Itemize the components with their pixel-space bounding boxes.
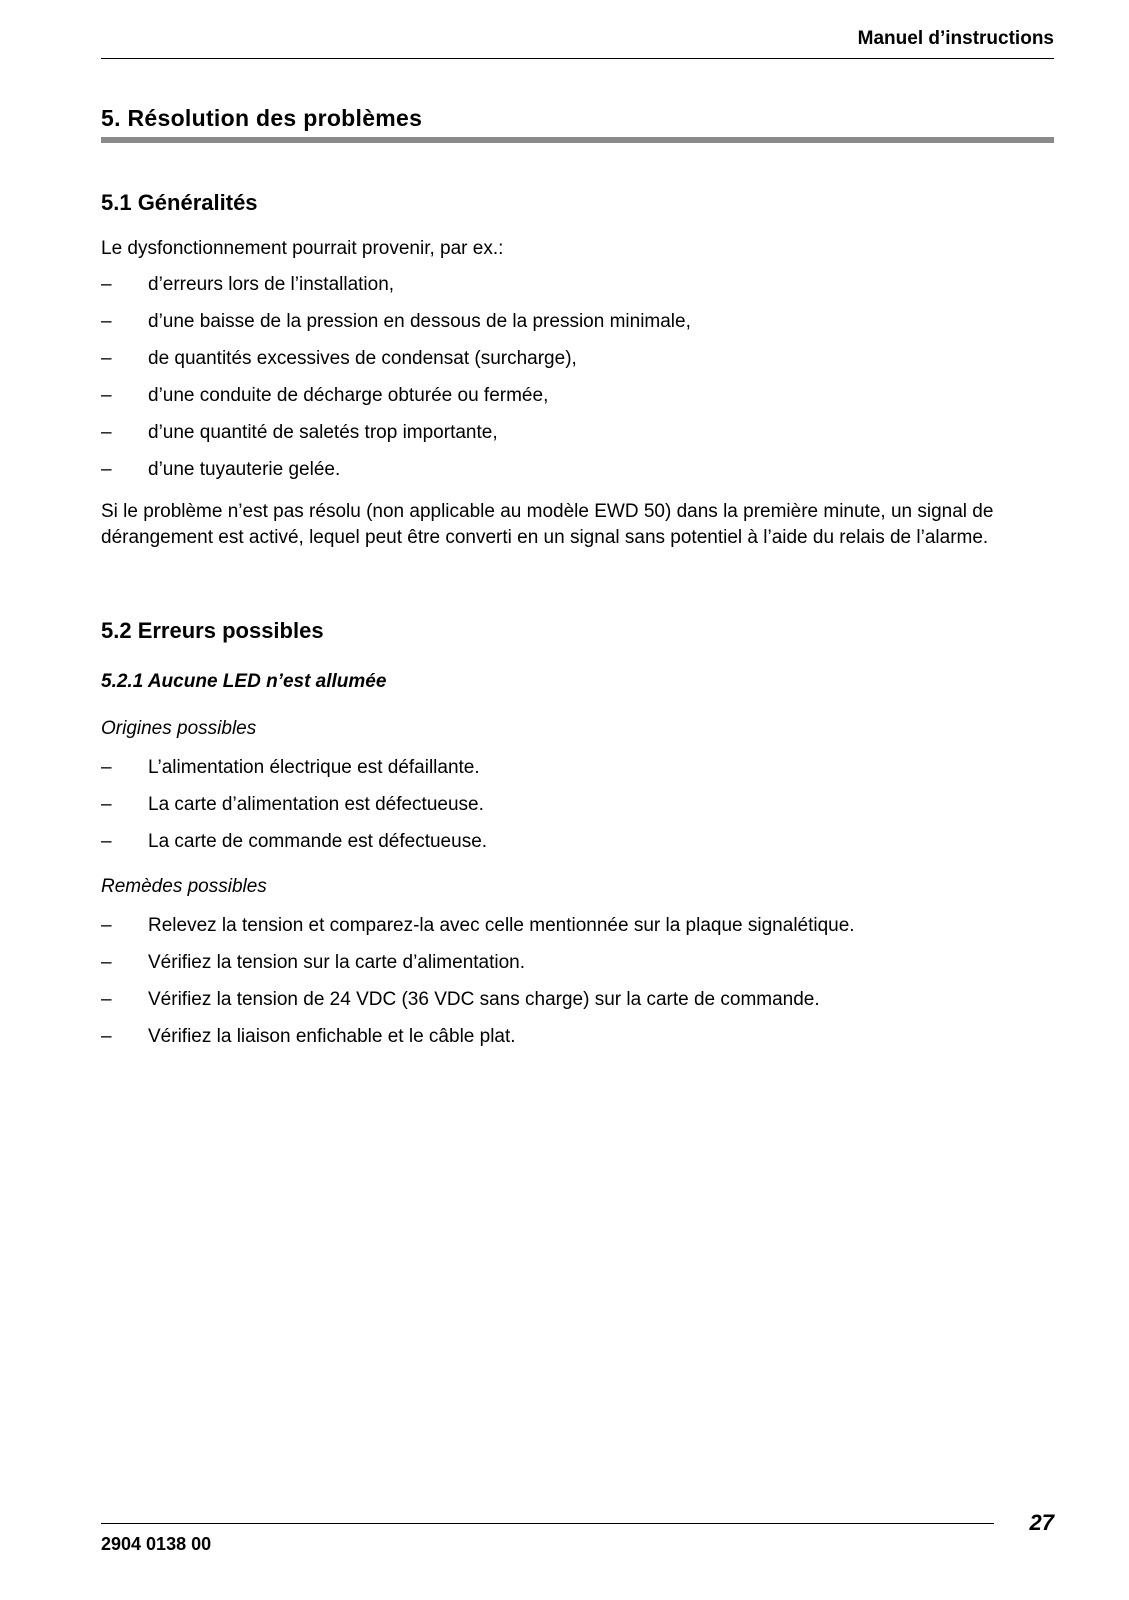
section-note: Si le problème n’est pas résolu (non applicable au modèle EWD 50) dans la première minute, un signal de dérangement est activé, lequel peut être converti en un signal sans potentiel à l’aide du relais de l’alarme.	[101, 501, 994, 548]
list-dash: –	[101, 915, 112, 936]
section-intro: Le dysfonctionnement pourrait provenir, par ex.:	[101, 238, 504, 259]
list-dash: –	[101, 831, 112, 852]
list-item-text: Relevez la tension et comparez-la avec celle mentionnée sur la plaque signalétique.	[148, 915, 855, 936]
list-item-text: Vérifiez la tension de 24 VDC (36 VDC sans charge) sur la carte de commande.	[148, 989, 820, 1010]
list-item-text: La carte d’alimentation est défectueuse.	[148, 794, 484, 815]
chapter-title: 5. Résolution des problèmes	[101, 105, 423, 131]
list-item-text: d’une quantité de saletés trop importante,	[148, 422, 498, 443]
list-dash: –	[101, 422, 112, 443]
list-dash: –	[101, 385, 112, 406]
remedies-label: Remèdes possibles	[101, 876, 267, 897]
list-item-text: d’une conduite de décharge obturée ou fermée,	[148, 385, 549, 406]
list-dash: –	[101, 757, 112, 778]
list-item-text: de quantités excessives de condensat (surcharge),	[148, 348, 577, 369]
list-dash: –	[101, 794, 112, 815]
list-dash: –	[101, 348, 112, 369]
list-item-text: Vérifiez la tension sur la carte d’alimentation.	[148, 952, 526, 973]
list-item-text: Vérifiez la liaison enfichable et le câble plat.	[148, 1026, 516, 1047]
list-dash: –	[101, 274, 112, 295]
list-dash: –	[101, 952, 112, 973]
header-title: Manuel d’instructions	[857, 28, 1054, 49]
list-item-text: L’alimentation électrique est défaillante.	[148, 757, 480, 778]
list-item-text: d’erreurs lors de l’installation,	[148, 274, 395, 295]
page-number: 27	[1029, 1510, 1054, 1535]
list-dash: –	[101, 311, 112, 332]
header-rule	[101, 58, 1054, 59]
chapter-title-bar	[101, 137, 1054, 143]
footer-rule	[101, 1523, 994, 1524]
list-item-text: d’une baisse de la pression en dessous de la pression minimale,	[148, 311, 691, 332]
list-dash: –	[101, 459, 112, 480]
list-item-text: La carte de commande est défectueuse.	[148, 831, 488, 852]
subsection-title: 5.2.1 Aucune LED n’est allumée	[101, 671, 387, 692]
list-item-text: d’une tuyauterie gelée.	[148, 459, 341, 480]
section-title-erreurs: 5.2 Erreurs possibles	[101, 618, 324, 643]
list-dash: –	[101, 989, 112, 1010]
section-title-generalites: 5.1 Généralités	[101, 190, 258, 215]
document-number: 2904 0138 00	[101, 1534, 212, 1554]
causes-label: Origines possibles	[101, 718, 257, 739]
list-dash: –	[101, 1026, 112, 1047]
